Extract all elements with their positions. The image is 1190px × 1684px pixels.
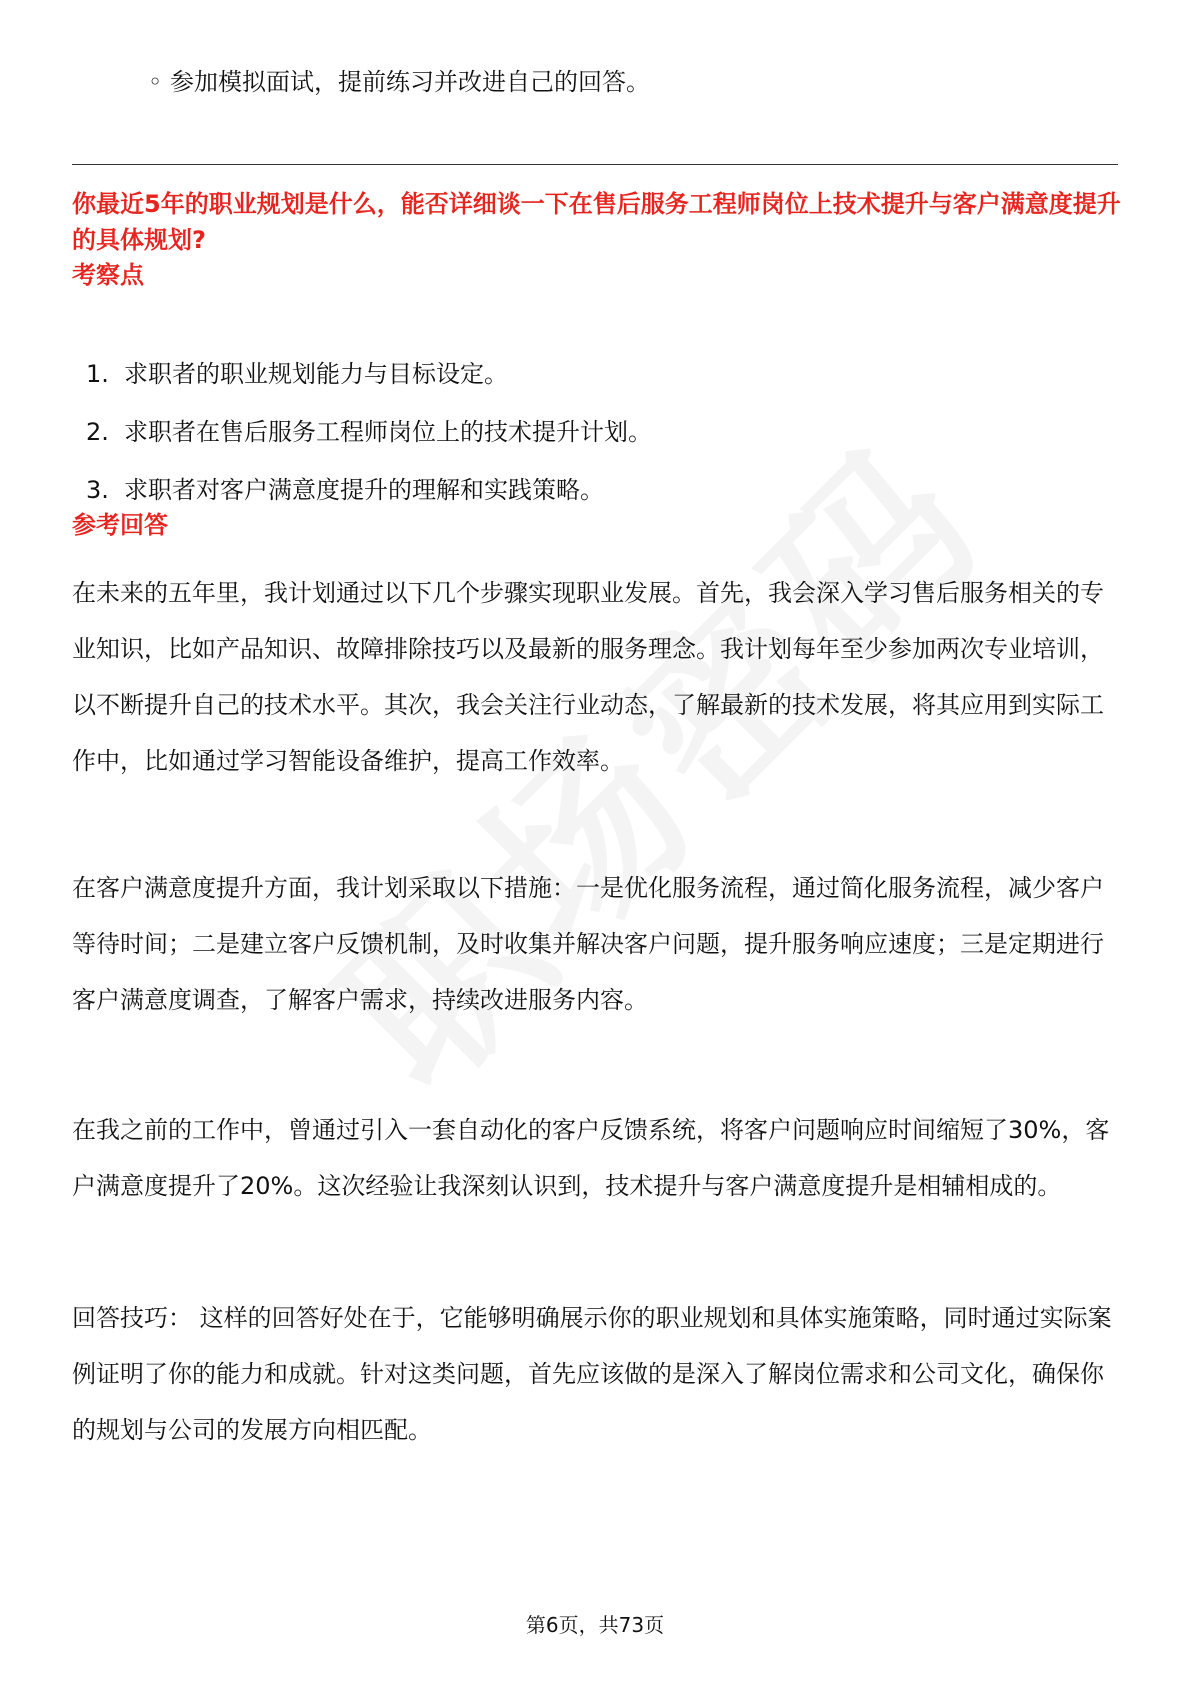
divider — [72, 164, 1118, 165]
page-number: 第6页，共73页 — [525, 1613, 665, 1637]
list-item-number: 1. — [86, 360, 109, 388]
bullet-marker: ◦ — [148, 68, 163, 96]
answer-paragraph: 在客户满意度提升方面，我计划采取以下措施：一是优化服务流程，通过简化服务流程，减少客户等待时间；二是建立客户反馈机制，及时收集并解决客户问题，提升服务响应速度；三是定期进行客户满意度调查，了解客户需求，持续改进服务内容。 — [72, 874, 1104, 1014]
reference-heading: 参考回答 — [72, 511, 168, 539]
answer-paragraph: 在未来的五年里，我计划通过以下几个步骤实现职业发展。首先，我会深入学习售后服务相关的专业知识，比如产品知识、故障排除技巧以及最新的服务理念。我计划每年至少参加两次专业培训，以不断提升自己的技术水平。其次，我会关注行业动态，了解最新的技术发展，将其应用到实际工作中，比如通过学习智能设备维护，提高工作效率。 — [72, 579, 1104, 775]
list-item — [86, 356, 652, 414]
list-item-text: 求职者的职业规划能力与目标设定。 — [124, 360, 508, 388]
answer-paragraph: 在我之前的工作中，曾通过引入一套自动化的客户反馈系统，将客户问题响应时间缩短了30%，客户满意度提升了20%。这次经验让我深刻认识到，技术提升与客户满意度提升是相辅相成的。 — [72, 1116, 1110, 1200]
list-item-text: 求职者在售后服务工程师岗位上的技术提升计划。 — [124, 418, 652, 446]
list-item-text: 参加模拟面试，提前练习并改进自己的回答。 — [170, 68, 650, 96]
assessment-list — [86, 356, 652, 530]
list-item — [148, 64, 650, 100]
list-item-number: 2. — [86, 418, 109, 446]
question-heading: 你最近5年的职业规划是什么，能否详细谈一下在售后服务工程师岗位上技术提升与客户满意度提升的具体规划? — [72, 190, 1121, 254]
list-item — [86, 472, 652, 530]
assessment-heading: 考察点 — [72, 261, 144, 289]
list-item-text: 求职者对客户满意度提升的理解和实践策略。 — [124, 476, 604, 504]
answer-tips-paragraph: 回答技巧： 这样的回答好处在于，它能够明确展示你的职业规划和具体实施策略，同时通过实际案例证明了你的能力和成就。针对这类问题，首先应该做的是深入了解岗位需求和公司文化，确保你的规划与公司的发展方向相匹配。 — [72, 1304, 1112, 1444]
list-item-number: 3. — [86, 476, 109, 504]
list-item — [86, 414, 652, 472]
